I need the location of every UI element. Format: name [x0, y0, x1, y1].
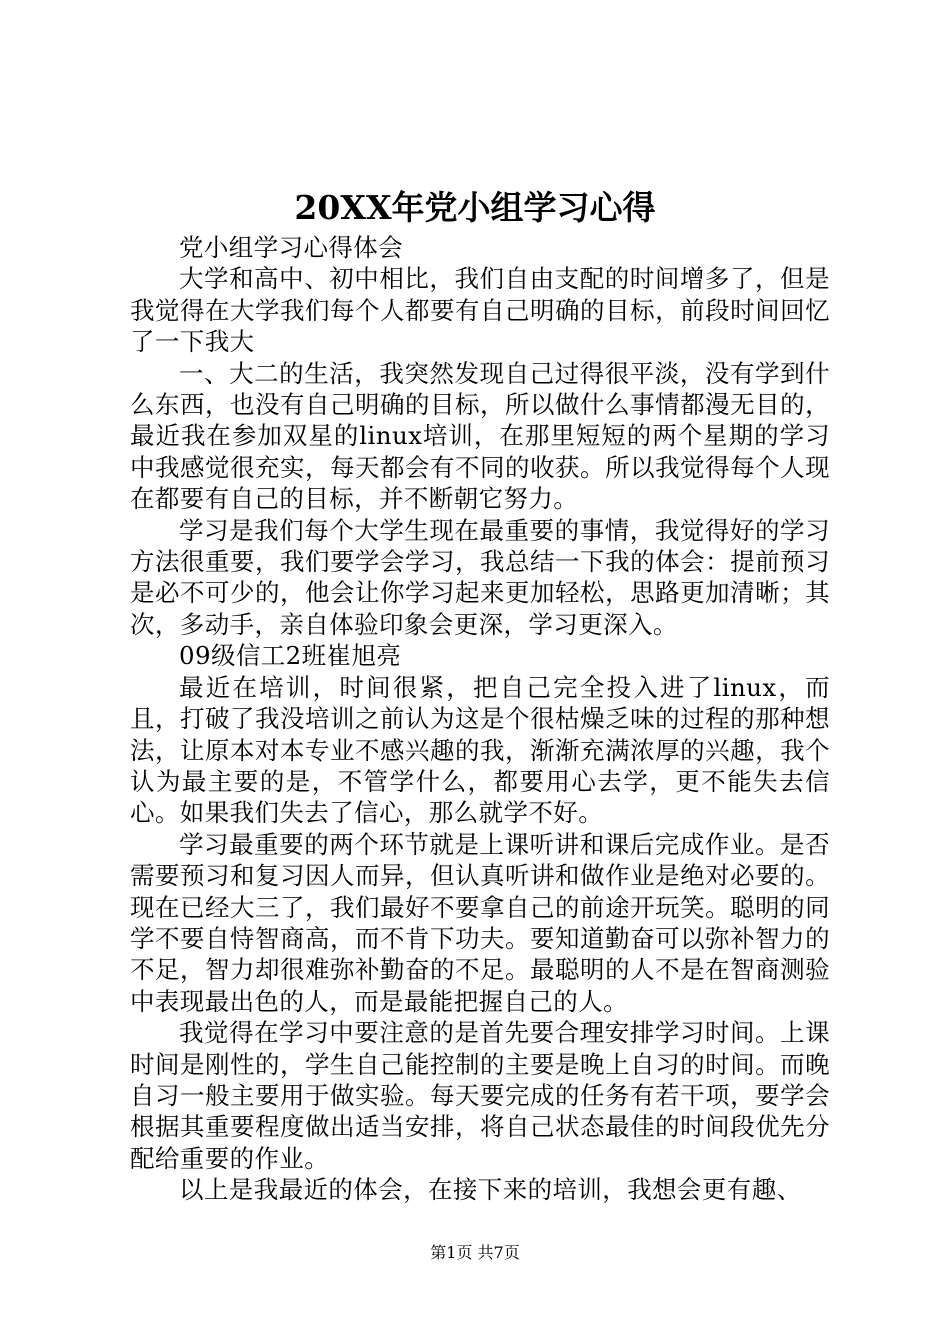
paragraph: 学习是我们每个大学生现在最重要的事情，我觉得好的学习方法很重要，我们要学会学习，我总结一下我的体会：提前预习是必不可少的，他会让你学习起来更加轻松，思路更加清晰；其次，多动手，亲自体验印象会更深，学习更深入。 [130, 515, 830, 639]
paragraph: 我觉得在学习中要注意的是首先要合理安排学习时间。上课时间是刚性的，学生自己能控制的主要是晚上自习的时间。而晚自习一般主要用于做实验。每天要完成的任务有若干项，要学会根据其重要程度做出适当安排，将自己状态最佳的时间段优先分配给重要的作业。 [130, 1018, 830, 1173]
paragraph: 以上是我最近的体会，在接下来的培训，我想会更有趣、 [179, 1175, 802, 1205]
document-body [130, 232, 830, 1206]
paragraph: 学习最重要的两个环节就是上课听讲和课后完成作业。是否需要预习和复习因人而异，但认真听讲和做作业是绝对必要的。现在已经大三了，我们最好不要拿自己的前途开玩笑。聪明的同学不要自恃智商高，而不肯下功夫。要知道勤奋可以弥补智力的不足，智力却很难弥补勤奋的不足。最聪明的人不是在智商测验中表现最出色的人，而是最能把握自己的人。 [130, 829, 830, 1016]
paragraph-subtitle: 党小组学习心得体会 [179, 233, 404, 262]
paragraph-author: 09级信工2班崔旭亮 [179, 641, 402, 671]
document-title: 20XX年党小组学习心得 [294, 188, 656, 227]
paragraph: 一、大二的生活，我突然发现自己过得很平淡，没有学到什么东西，也没有自己明确的目标，所以做什么事情都漫无目的，最近我在参加双星的linux培训，在那里短短的两个星期的学习中我感觉很充实，每天都会有不同的收获。所以我觉得每个人现在都要有自己的目标，并不断朝它努力。 [130, 358, 830, 514]
page-number: 第1页 共7页 [430, 1243, 520, 1262]
paragraph: 大学和高中、初中相比，我们自由支配的时间增多了，但是我觉得在大学我们每个人都要有自己明确的目标，前段时间回忆了一下我大 [130, 264, 830, 357]
paragraph: 最近在培训，时间很紧，把自己完全投入进了linux，而且，打破了我没培训之前认为这是个很枯燥乏味的过程的那种想法，让原本对本专业不感兴趣的我，渐渐充满浓厚的兴趣，我个认为最主要的是，不管学什么，都要用心去学，更不能失去信心。如果我们失去了信心，那么就学不好。 [130, 672, 830, 828]
